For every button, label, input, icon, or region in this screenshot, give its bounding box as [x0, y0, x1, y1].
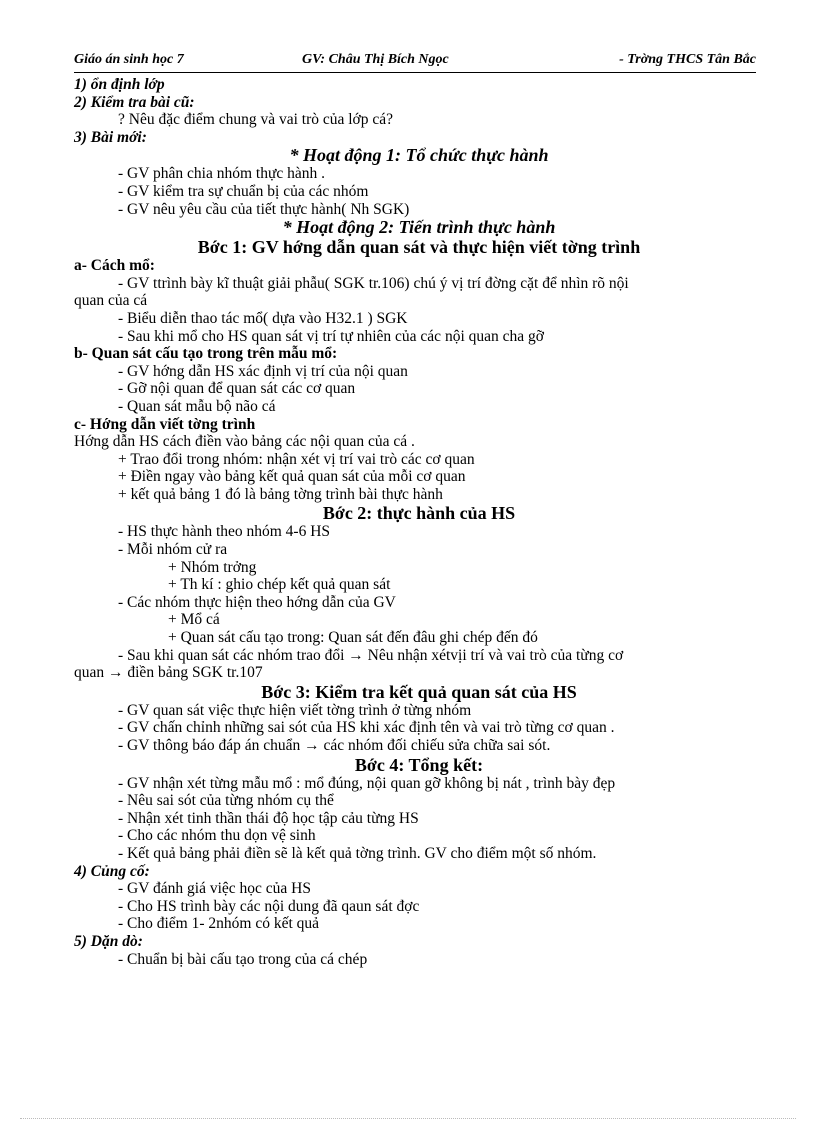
- text-line: - Nêu sai sót của từng nhóm cụ thể: [118, 792, 334, 810]
- text-line: - Sau khi mổ cho HS quan sát vị trí tự nhiên của các nội quan cha gỡ: [118, 327, 544, 345]
- text-line: * Hoạt động 2: Tiến trình thực hành: [282, 217, 556, 238]
- text-line: + Trao đổi trong nhóm: nhận xét vị trí vai trò các cơ quan: [118, 450, 475, 468]
- text-line: + Quan sát cấu tạo trong: Quan sát đến đâu ghi chép đến đó: [168, 629, 538, 647]
- page-header: [74, 50, 756, 73]
- text-line: + kết quả bảng 1 đó là bảng tờng trình bài thực hành: [118, 485, 443, 503]
- text-line: - Quan sát mẫu bộ não cá: [118, 397, 276, 415]
- text-line: quan của cá: [74, 292, 148, 310]
- text-line: 1) ổn định lớp: [74, 76, 165, 93]
- header-teacher: GV: Châu Thị Bích Ngọc: [302, 52, 449, 67]
- text-line: Bớc 2: thực hành của HS: [322, 503, 516, 524]
- text-line: * Hoạt động 1: Tổ chức thực hành: [289, 145, 549, 166]
- text-line: + Điền ngay vào bảng kết quả quan sát của mỗi cơ quan: [118, 468, 466, 486]
- text-line: 5) Dặn dò:: [74, 932, 143, 950]
- text-line: - Sau khi quan sát các nhóm trao đổi → Nêu nhận xétvịi trí và vai trò của từng cơ: [118, 646, 624, 664]
- text-line: - GV nhận xét từng mẫu mổ : mổ đúng, nội quan gỡ không bị nát , trình bày đẹp: [118, 774, 616, 792]
- text-line: quan → điền bảng SGK tr.107: [74, 664, 263, 682]
- text-line: - GV phân chia nhóm thực hành .: [118, 165, 325, 183]
- text-line: - Kết quả bảng phải điền sẽ là kết quả tờng trình. GV cho điểm một số nhóm.: [118, 844, 597, 862]
- header-subject: Giáo án sinh học 7: [74, 52, 184, 67]
- text-line: - Biểu diễn thao tác mổ( dựa vào H32.1 ) SGK: [118, 309, 408, 327]
- lesson-content: [74, 76, 764, 968]
- text-line: - GV hớng dẫn HS xác định vị trí của nội quan: [118, 362, 408, 380]
- text-line: - Các nhóm thực hiện theo hớng dẫn của GV: [118, 593, 396, 611]
- text-line: b- Quan sát cấu tạo trong trên mẫu mổ:: [74, 345, 338, 363]
- text-line: + Th kí : ghio chép kết quả quan sát: [168, 576, 391, 594]
- text-line: Bớc 3: Kiểm tra kết quả quan sát của HS: [261, 681, 577, 702]
- text-line: - GV đánh giá việc học của HS: [118, 880, 311, 898]
- text-line: 2) Kiểm tra bài cũ:: [74, 93, 195, 111]
- text-line: Bớc 1: GV hớng dẫn quan sát và thực hiện viết tờng trình: [197, 237, 641, 258]
- text-line: - Cho điểm 1- 2nhóm có kết quả: [118, 915, 320, 933]
- text-line: 4) Củng cố:: [74, 862, 150, 880]
- text-line: a- Cách mổ:: [74, 257, 155, 275]
- text-line: - GV kiểm tra sự chuẩn bị của các nhóm: [118, 182, 369, 200]
- text-line: - Nhận xét tinh thần thái độ học tập cảu từng HS: [118, 809, 419, 827]
- text-line: - Cho các nhóm thu dọn vệ sinh: [118, 827, 316, 845]
- text-line: - Chuẩn bị bài cấu tạo trong của cá chép: [118, 950, 368, 968]
- text-line: - GV thông báo đáp án chuẩn → các nhóm đối chiếu sửa chữa sai sót.: [118, 737, 551, 754]
- text-line: - GV chấn chỉnh những sai sót của HS khi xác định tên và vai trò từng cơ quan .: [118, 719, 615, 737]
- header-school: - Trờng THCS Tân Bắc: [619, 52, 756, 67]
- text-line: ? Nêu đặc điểm chung và vai trò của lớp cá?: [118, 111, 394, 129]
- text-line: - Gỡ nội quan để quan sát các cơ quan: [118, 380, 356, 398]
- text-line: - GV nêu yêu cầu của tiết thực hành( Nh SGK): [118, 200, 410, 218]
- text-line: Bớc 4: Tổng kết:: [354, 754, 484, 775]
- text-line: - Mỗi nhóm cử ra: [118, 541, 228, 559]
- text-line: - GV ttrình bày kĩ thuật giải phẫu( SGK tr.106) chú ý vị trí đờng cặt để nhìn rõ nội: [118, 274, 629, 292]
- text-line: - GV quan sát việc thực hiện viết tờng trình ở từng nhóm: [118, 701, 472, 719]
- text-line: 3) Bài mới:: [74, 128, 147, 146]
- text-line: + Nhóm trởng: [168, 558, 257, 576]
- text-line: + Mổ cá: [168, 611, 220, 629]
- text-line: - Cho HS trình bày các nội dung đã qaun sát đợc: [118, 897, 420, 915]
- text-line: - HS thực hành theo nhóm 4-6 HS: [118, 523, 331, 541]
- text-line: Hớng dẫn HS cách điền vào bảng các nội quan của cá .: [74, 433, 415, 451]
- text-line: c- Hớng dẫn viết tờng trình: [74, 415, 256, 433]
- page-bottom-rule: [20, 1118, 796, 1119]
